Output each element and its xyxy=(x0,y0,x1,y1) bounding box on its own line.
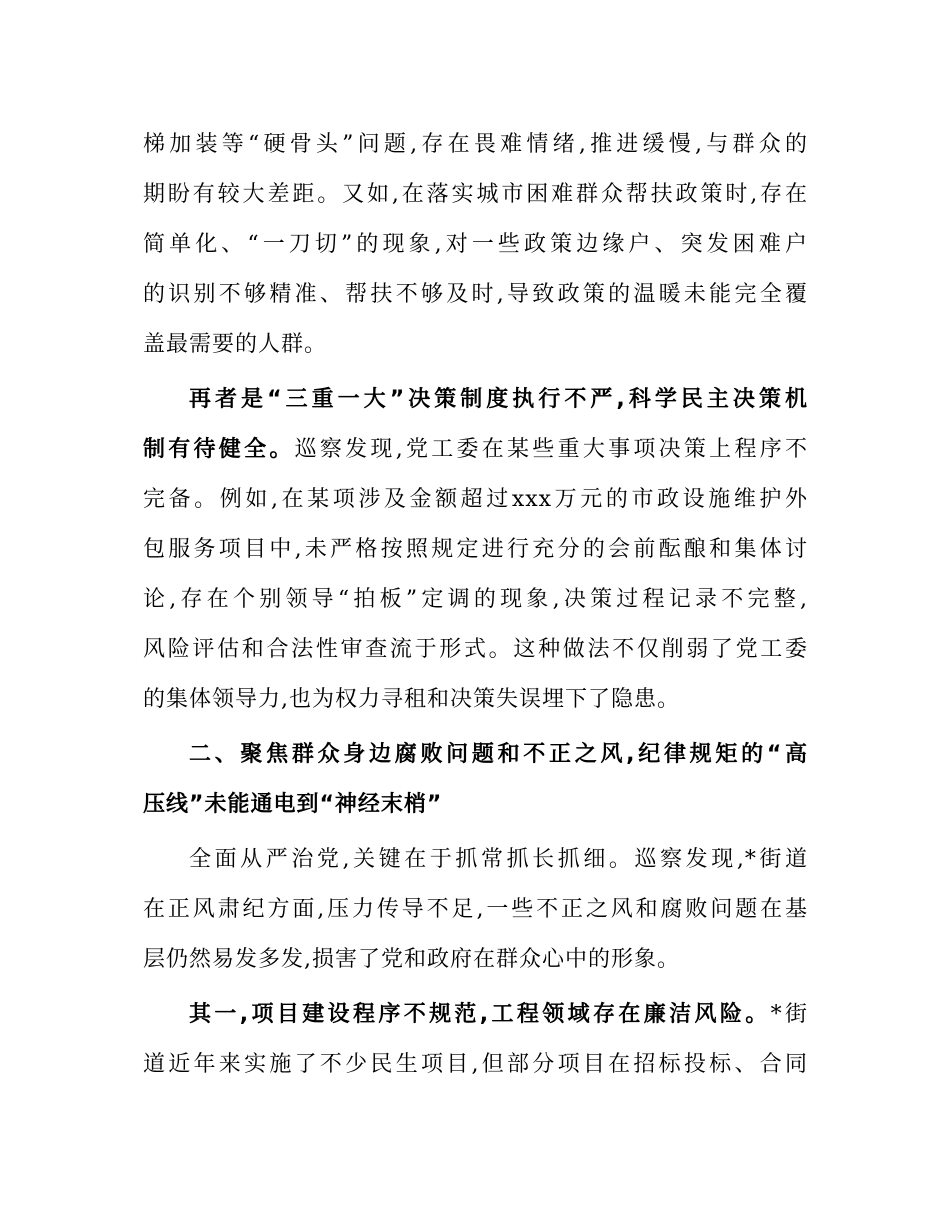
paragraph-line: 的识别不够精准、帮扶不够及时,导致政策的温暖未能完全覆 xyxy=(143,282,808,307)
paragraph-line: 期盼有较大差距。又如,在落实城市困难群众帮扶政策时,存在 xyxy=(143,182,808,207)
paragraph-2 xyxy=(143,375,808,725)
paragraph-lead-line: 再者是“三重一大”决策制度执行不严,科学民主决策机 xyxy=(189,387,808,412)
paragraph-line: 论,存在个别领导“拍板”定调的现象,决策过程记录不完整, xyxy=(143,587,808,612)
paragraph-3 xyxy=(143,835,808,985)
paragraph-line: 盖最需要的人群。 xyxy=(143,332,328,357)
paragraph-line: 风险评估和合法性审查流于形式。这种做法不仅削弱了党工委 xyxy=(143,637,808,662)
document-page xyxy=(143,120,808,1090)
paragraph-line: 完备。例如,在某项涉及金额超过xxx万元的市政设施维护外 xyxy=(143,487,808,512)
heading-line: 二、聚焦群众身边腐败问题和不正之风,纪律规矩的“高 xyxy=(189,742,808,767)
paragraph-lead-text: 制有待健全。 xyxy=(143,437,295,462)
paragraph-line xyxy=(143,990,808,1040)
paragraph-line: 全面从严治党,关键在于抓常抓长抓细。巡察发现,*街道 xyxy=(189,847,808,872)
paragraph-1 xyxy=(143,120,808,370)
paragraph-lead-text: 其一,项目建设程序不规范,工程领域存在廉洁风险。 xyxy=(189,1002,771,1027)
section-heading xyxy=(143,730,808,830)
paragraph-line: 包服务项目中,未严格按照规定进行充分的会前酝酿和集体讨 xyxy=(143,537,808,562)
paragraph-text: *街 xyxy=(770,1002,808,1027)
paragraph-line: 梯加装等“硬骨头”问题,存在畏难情绪,推进缓慢,与群众的 xyxy=(143,132,808,157)
paragraph-line: 道近年来实施了不少民生项目,但部分项目在招标投标、合同 xyxy=(143,1052,808,1077)
paragraph-line: 在正风肃纪方面,压力传导不足,一些不正之风和腐败问题在基 xyxy=(143,897,808,922)
paragraph-line: 层仍然易发多发,损害了党和政府在群众心中的形象。 xyxy=(143,947,680,972)
heading-line: 压线”未能通电到“神经末梢” xyxy=(143,792,443,817)
paragraph-line: 简单化、“一刀切”的现象,对一些政策边缘户、突发困难户 xyxy=(143,232,808,257)
paragraph-text: 巡察发现,党工委在某些重大事项决策上程序不 xyxy=(294,437,808,462)
paragraph-4 xyxy=(143,990,808,1090)
paragraph-line xyxy=(143,425,808,475)
paragraph-line: 的集体领导力,也为权力寻租和决策失误埋下了隐患。 xyxy=(143,687,680,712)
